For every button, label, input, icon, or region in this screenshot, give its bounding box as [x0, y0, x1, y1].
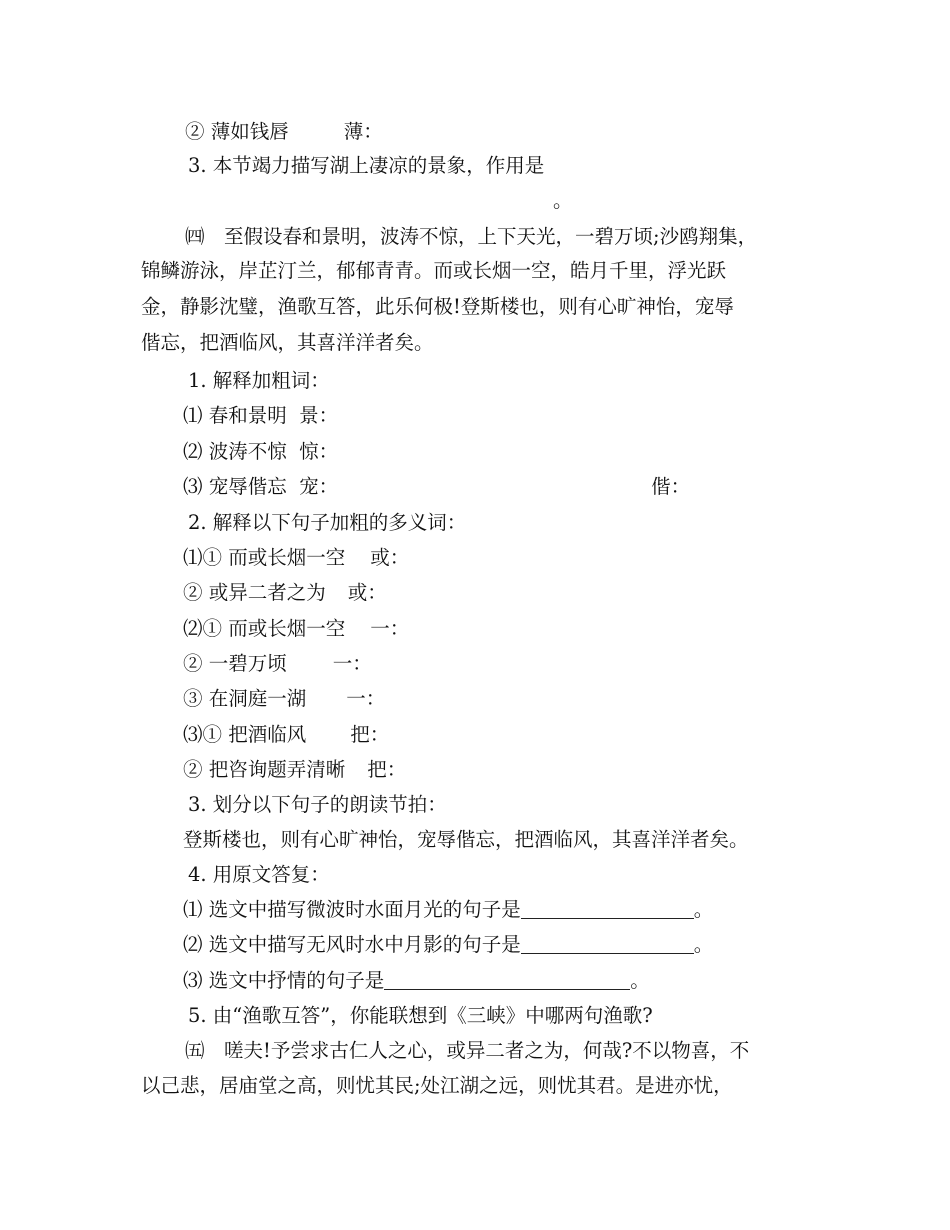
item-label: 一： — [332, 652, 372, 675]
item-text: ⑴ 选文中描写微波时水面月光的句子是 — [183, 898, 521, 921]
passage-4-line-3: 金，静影沈璧，渔歌互答，此乐何极!登斯楼也，则有心旷神怡，宠辱 — [141, 295, 734, 318]
passage-5-line-2: 以己悲，居庙堂之高，则忧其民;处江湖之远，则忧其君。是进亦忧， — [141, 1074, 733, 1097]
question-2-item — [183, 722, 389, 748]
question-1-item-3 — [183, 474, 690, 500]
question-2-item — [183, 545, 409, 571]
question-5: 5. 由“渔歌互答”，你能联想到《三峡》中哪两句渔歌? — [188, 1004, 653, 1027]
question-4-item-2 — [183, 932, 713, 958]
question-3: 3. 本节竭力描写湖上凄凉的景象，作用是 — [188, 154, 545, 177]
item-end: 。 — [693, 898, 714, 921]
item-end: 。 — [630, 969, 650, 992]
question-2-item — [183, 757, 406, 783]
question-4: 4. 用原文答复： — [188, 863, 330, 886]
item-text: ⑶ 选文中抒情的句子是 — [183, 969, 385, 992]
answer-end-mark: 。 — [553, 189, 573, 212]
question-2-item — [183, 651, 372, 677]
item-label: 把： — [367, 758, 407, 781]
question-2-item — [183, 616, 409, 642]
question-1-item-1: ⑴ 春和景明 景： — [183, 404, 339, 427]
item-label: 把： — [350, 723, 390, 746]
item-text: ② 或异二者之为 — [183, 581, 326, 604]
item-text: ⑴① 而或长烟一空 — [183, 546, 346, 569]
question-1-item-2: ⑵ 波涛不惊 惊： — [183, 440, 339, 463]
item-text: ⑶① 把酒临风 — [183, 723, 307, 746]
item-text: ⑵ 选文中描写无风时水中月影的句子是 — [183, 933, 521, 956]
question-2: 2. 解释以下句子加粗的多义词： — [188, 511, 467, 534]
item-text: ⑵① 而或长烟一空 — [183, 617, 346, 640]
item-label: 或： — [347, 581, 387, 604]
answer-blank[interactable] — [521, 933, 694, 954]
item-label: 一： — [346, 687, 386, 710]
item-text: ② 薄如钱唇 — [185, 120, 289, 143]
item-text: ③ 在洞庭一湖 — [183, 687, 307, 710]
item-label: 偕： — [651, 475, 691, 498]
item-text: ② 把咨询题弄清晰 — [183, 758, 346, 781]
rhythm-sentence: 登斯楼也，则有心旷神怡，宠辱偕忘，把酒临风，其喜洋洋者矣。 — [183, 828, 749, 851]
passage-4-line-2: 锦鳞游泳，岸芷汀兰，郁郁青青。而或长烟一空，皓月千里，浮光跃 — [141, 259, 727, 282]
item-label: 或： — [370, 546, 410, 569]
question-2-item — [183, 686, 385, 712]
question-2-item — [183, 580, 387, 606]
item-label: 一： — [370, 617, 410, 640]
question-3-rhythm: 3. 划分以下句子的朗读节拍： — [188, 793, 447, 816]
passage-4-line-1: ㈣ 至假设春和景明，波涛不惊，上下天光，一碧万顷;沙鸥翔集， — [185, 225, 758, 248]
item-label: 薄： — [343, 120, 383, 143]
question-4-item-3 — [183, 968, 650, 994]
question-4-item-1 — [183, 897, 713, 923]
passage-4-line-4: 偕忘，把酒临风，其喜洋洋者矣。 — [141, 331, 434, 354]
answer-blank[interactable] — [521, 898, 694, 919]
item-text: ② 一碧万顷 — [183, 652, 287, 675]
question-1: 1. 解释加粗词： — [188, 369, 330, 392]
item-text: ⑶ 宠辱偕忘 宠： — [183, 475, 339, 498]
sub-question-line — [185, 119, 383, 145]
passage-5-line-1: ㈤ 嗟夫!予尝求古仁人之心，或异二者之为，何哉?不以物喜，不 — [185, 1039, 750, 1062]
answer-blank[interactable] — [384, 969, 630, 990]
item-end: 。 — [693, 933, 714, 956]
